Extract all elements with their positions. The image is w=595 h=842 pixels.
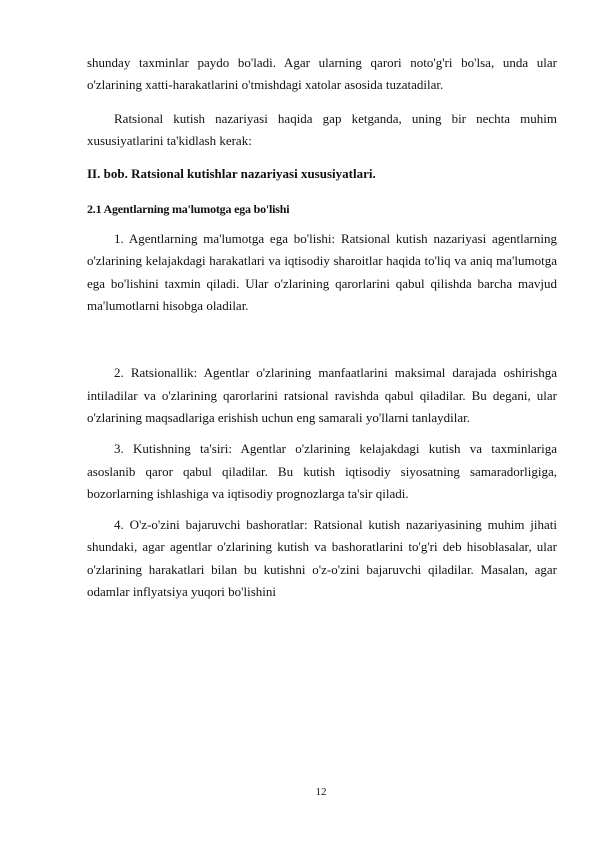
list-item-3: 3. Kutishning ta'siri: Agentlar o'zlarining kelajakdagi kutish va taxminlariga asoslanib qaror qabul qiladilar. Bu kutish iqtisodiy siyosatning samaradorligiga, bozorlarning ishlashiga va iqtisodiy prognozlarga ta'sir qiladi. bbox=[87, 441, 557, 501]
page-number: 12 bbox=[315, 786, 327, 798]
chapter-heading: II. bob. Ratsional kutishlar nazariyasi xususiyatlari. bbox=[87, 166, 376, 182]
list-item-4: 4. O'z-o'zini bajaruvchi bashoratlar: Ratsional kutish nazariyasining muhim jihati shundaki, agar agentlar o'zlarining kutish va bashoratlarini to'g'ri deb hisoblasalar, ular o'zlarining harakatlari bilan bu kutishni o'z-o'zini bajaruvchi qiladilar. Masalan, agar odamlar inflyatsiya yuqori bo'lishini bbox=[87, 517, 557, 600]
paragraph-intro: Ratsional kutish nazariyasi haqida gap ketganda, uning bir nechta muhim xususiyatlarini ta'kidlash kerak: bbox=[87, 110, 557, 148]
section-heading: 2.1 Agentlarning ma'lumotga ega bo'lishi bbox=[87, 202, 290, 217]
paragraph-continuation: shunday taxminlar paydo bo'ladi. Agar ularning qarori noto'g'ri bo'lsa, unda ular o'zlarining xatti-harakatlarini o'tmishdagi xatolar asosida tuzatadilar. bbox=[87, 55, 557, 93]
list-item-1: 1. Agentlarning ma'lumotga ega bo'lishi: Ratsional kutish nazariyasi agentlarning o'zlarining kelajakdagi harakatlari va iqtisodiy sharoitlar haqida to'liq va aniq ma'lumotga ega bo'lishini taxmin qiladi. Ular o'zlarining qarorlarini qabul qilishda barcha mavjud ma'lumotlarni hisobga oladilar. bbox=[87, 231, 557, 314]
page-content bbox=[87, 52, 557, 603]
list-item-2: 2. Ratsionallik: Agentlar o'zlarining manfaatlarini maksimal darajada oshirishga intiladilar va o'zlarining qarorlarini ratsional ravishda qabul qiladilar. Bu degani, ular o'zlarining maqsadlariga erishish uchun eng samarali yo'llarni tanlaydilar. bbox=[87, 365, 557, 425]
